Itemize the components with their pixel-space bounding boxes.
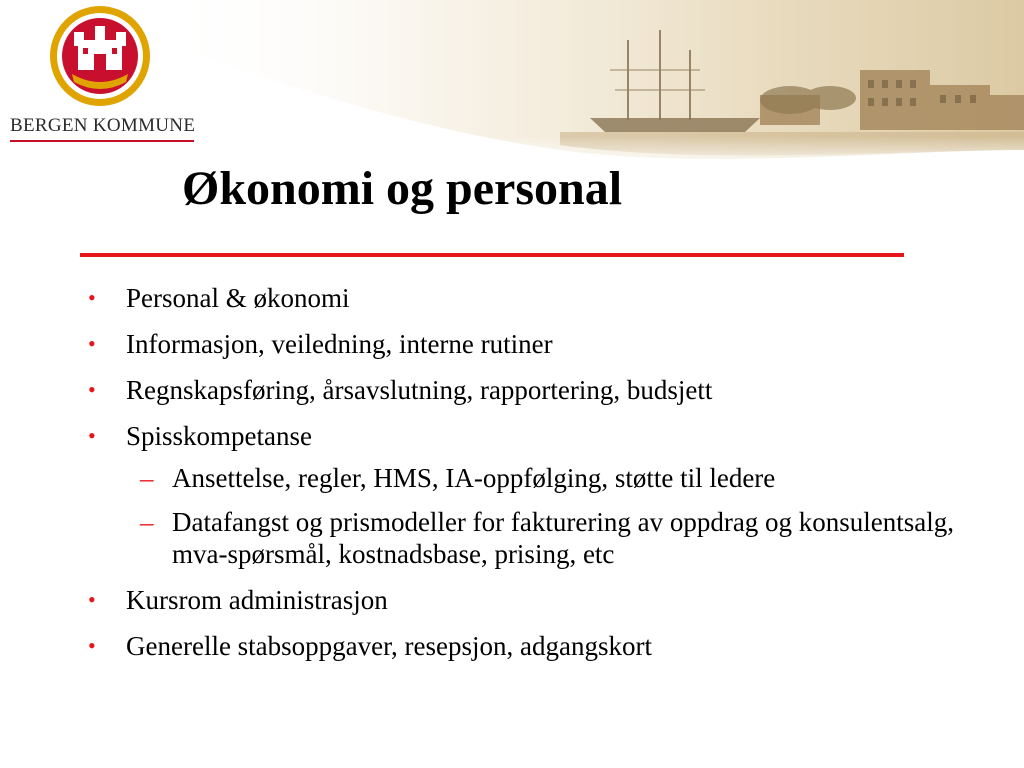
dash-icon: – — [140, 507, 154, 537]
logo-underline — [10, 140, 194, 142]
sub-bullet-list — [126, 462, 980, 570]
bullet-item — [80, 420, 980, 570]
title-divider — [80, 253, 904, 257]
bullet-text: Generelle stabsoppgaver, resepsjon, adgangskort — [126, 631, 652, 661]
bullet-text: Regnskapsføring, årsavslutning, rapportering, budsjett — [126, 375, 713, 405]
bullet-item — [80, 630, 980, 662]
bullet-icon: • — [88, 423, 96, 448]
coat-of-arms-icon — [48, 4, 158, 110]
bullet-icon: • — [88, 331, 96, 356]
bullet-text: Personal & økonomi — [126, 283, 350, 313]
dash-icon: – — [140, 463, 154, 493]
bullet-icon: • — [88, 377, 96, 402]
bullet-text: Informasjon, veiledning, interne rutiner — [126, 329, 553, 359]
sub-bullet-item — [126, 506, 980, 570]
bullet-icon: • — [88, 587, 96, 612]
sub-bullet-text: Datafangst og prismodeller for fakturering av oppdrag og konsulentsalg, mva-spørsmål, kostnadsbase, prising, etc — [172, 507, 955, 569]
organization-name: BERGEN KOMMUNE — [10, 115, 196, 136]
bergen-kommune-logo — [8, 4, 198, 144]
bullet-text: Spisskompetanse — [126, 421, 312, 451]
bullet-item — [80, 584, 980, 616]
sub-bullet-text: Ansettelse, regler, HMS, IA-oppfølging, støtte til ledere — [172, 463, 776, 493]
bullet-item — [80, 328, 980, 360]
bullet-item — [80, 374, 980, 406]
bullet-list — [80, 282, 980, 676]
header-banner — [0, 0, 1024, 170]
bullet-icon: • — [88, 285, 96, 310]
bullet-item — [80, 282, 980, 314]
bullet-text: Kursrom administrasjon — [126, 585, 388, 615]
bullet-icon: • — [88, 633, 96, 658]
slide-title: Økonomi og personal — [182, 162, 623, 215]
sub-bullet-item — [126, 462, 980, 494]
